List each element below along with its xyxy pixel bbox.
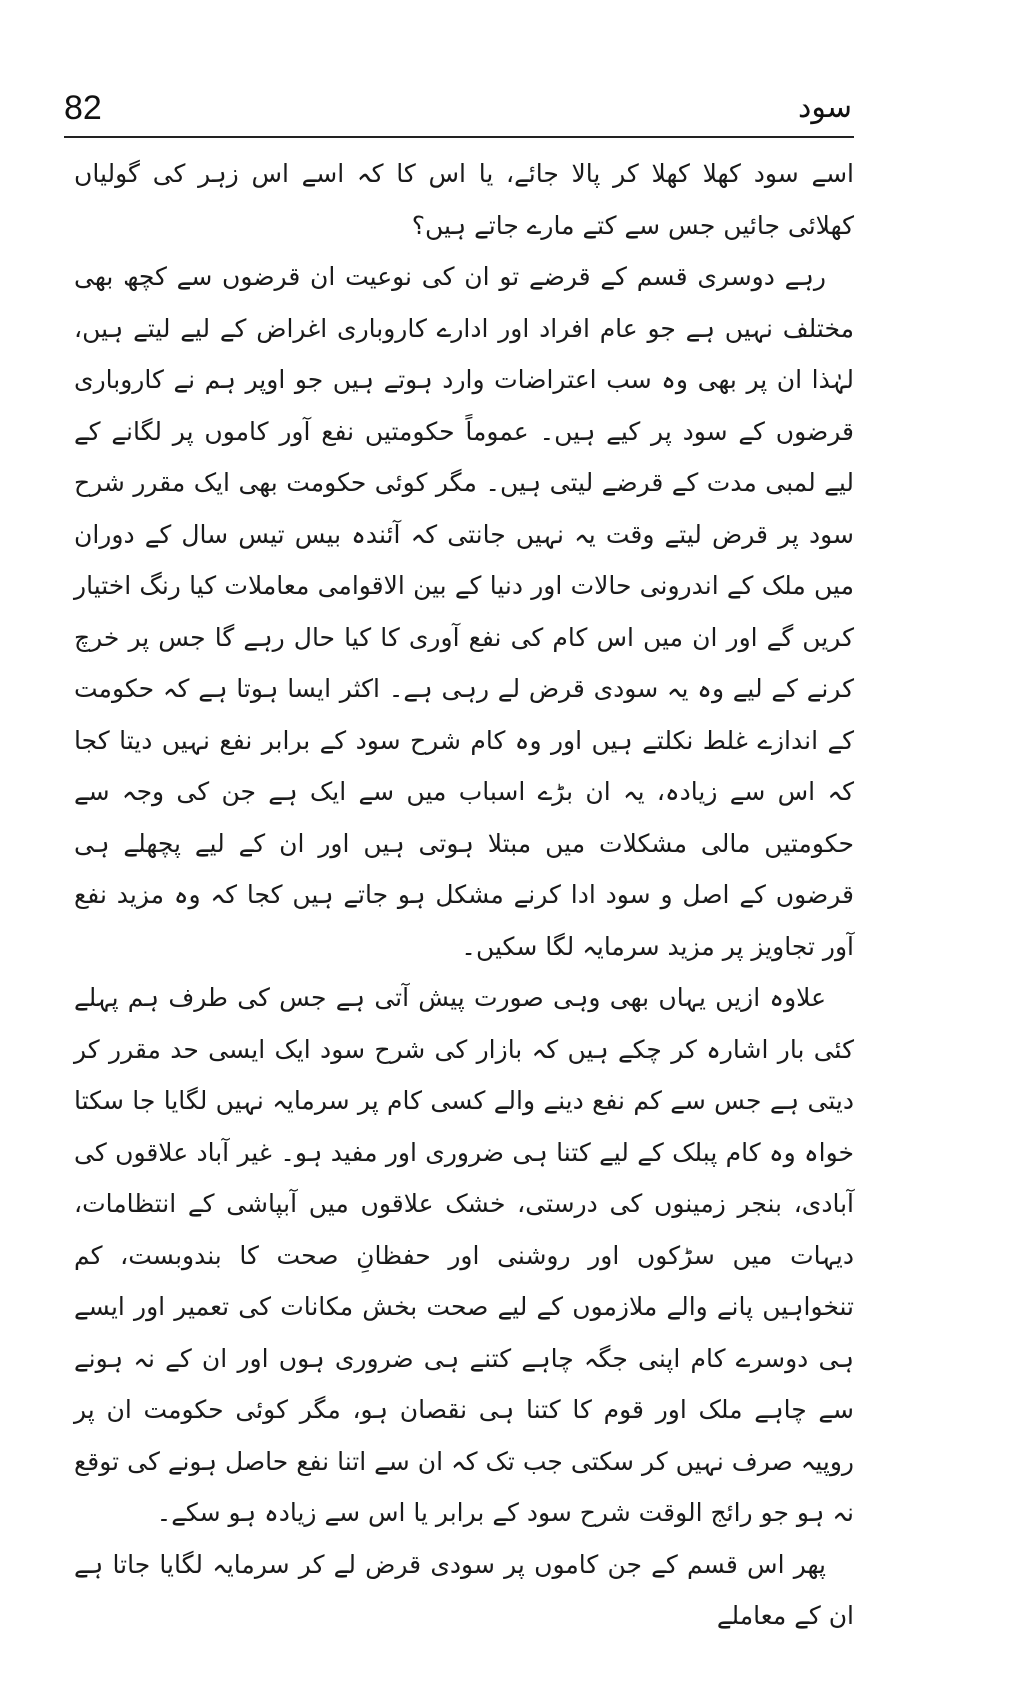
paragraph-3: علاوہ ازیں یہاں بھی وہی صورت پیش آتی ہے جس کی طرف ہم پہلے کئی بار اشارہ کر چکے ہیں کہ بازار کی شرح سود ایک ایسی حد مقرر کر دیتی ہے جس سے کم نفع دینے والے کسی کام پر سرمایہ نہیں لگایا جا سکتا خواہ وہ کام پبلک کے لیے کتنا ہی ضروری اور مفید ہو۔ غیر آباد علاقوں کی آبادی، بنجر زمینوں کی درستی، خشک علاقوں میں آبپاشی کے انتظامات، دیہات میں سڑکوں اور روشنی اور حفظانِ صحت کا بندوبست، کم تنخواہیں پانے والے ملازموں کے لیے صحت بخش مکانات کی تعمیر اور ایسے ہی دوسرے کام اپنی جگہ چاہے کتنے ہی ضروری ہوں اور ان کے نہ ہونے سے چاہے ملک اور قوم کا کتنا ہی نقصان ہو، مگر کوئی حکومت ان پر روپیہ صرف نہیں کر سکتی جب تک کہ ان سے اتنا نفع حاصل ہونے کی توقع نہ ہو جو رائج الوقت شرح سود کے برابر یا اس سے زیادہ ہو سکے۔ xyxy=(74,983,854,1527)
paragraph-2: رہے دوسری قسم کے قرضے تو ان کی نوعیت ان قرضوں سے کچھ بھی مختلف نہیں ہے جو عام افراد اور ادارے کاروباری اغراض کے لیے لیتے ہیں، لہٰذا ان پر بھی وہ سب اعتراضات وارد ہوتے ہیں جو اوپر ہم نے کاروباری قرضوں کے سود پر کیے ہیں۔ عموماً حکومتیں نفع آور کاموں پر لگانے کے لیے لمبی مدت کے قرضے لیتی ہیں۔ مگر کوئی حکومت بھی ایک مقرر شرح سود پر قرض لیتے وقت یہ نہیں جانتی کہ آئندہ بیس تیس سال کے دوران میں ملک کے اندرونی حالات اور دنیا کے بین الاقوامی معاملات کیا رنگ اختیار کریں گے اور ان میں اس کام کی نفع آوری کا کیا حال رہے گا جس پر خرچ کرنے کے لیے وہ یہ سودی قرض لے رہی ہے۔ اکثر ایسا ہوتا ہے کہ حکومت کے اندازے غلط نکلتے ہیں اور وہ کام شرح سود کے برابر نفع نہیں دیتا کجا کہ اس سے زیادہ، یہ ان بڑے اسباب میں سے ایک ہے جن کی وجہ سے حکومتیں مالی مشکلات میں مبتلا ہوتی ہیں اور ان کے لیے پچھلے ہی قرضوں کے اصل و سود ادا کرنے مشکل ہو جاتے ہیں کجا کہ وہ مزید نفع آور تجاویز پر مزید سرمایہ لگا سکیں۔ xyxy=(74,262,854,961)
running-head: سود xyxy=(798,90,852,125)
paragraph-4: پھر اس قسم کے جن کاموں پر سودی قرض لے کر سرمایہ لگایا جاتا ہے ان کے معاملے xyxy=(74,1549,854,1630)
page-number: 82 xyxy=(64,89,102,127)
paragraph-1: اسے سود کھلا کھلا کر پالا جائے، یا اس کا کہ اسے اس زہر کی گولیاں کھلائی جائیں جس سے کتے مارے جاتے ہیں؟ xyxy=(74,159,854,240)
body-text xyxy=(74,148,854,1642)
header-rule xyxy=(64,136,854,138)
page-header xyxy=(64,88,852,136)
